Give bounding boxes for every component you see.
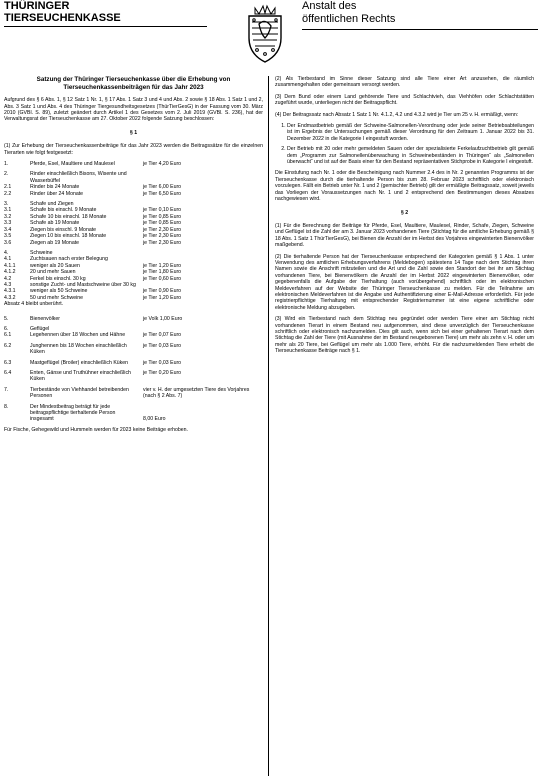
fee-row (4, 240, 263, 246)
item-number: 3.1 (4, 207, 12, 214)
animal-category: Enten, Gänse und Truthühner einschließlich Küken (30, 370, 131, 383)
item-number: 3.4 (4, 226, 12, 233)
fee-rate: je Tier 6,00 Euro (143, 184, 182, 191)
fee-rate: je Tier 0,85 Euro (143, 213, 182, 220)
item-number: 4.3.2 (4, 294, 16, 301)
fee-rate: vier v. H. der umgesetzten Tiere des Vorjahres (nach § 2 Abs. 7) (143, 386, 250, 400)
animal-category: Rinder einschließlich Bisons, Wisente und Wasserbüffel (30, 171, 127, 184)
item-number: 3.3 (4, 220, 12, 227)
fee-rate: je Tier 0,60 Euro (143, 275, 182, 282)
note-absatz-4: Absatz 4 bleibt unberührt. (4, 301, 64, 308)
fee-rate: je Tier 1,20 Euro (143, 294, 182, 301)
fee-rate: je Tier 6,50 Euro (143, 190, 182, 197)
fee-row (4, 370, 263, 383)
fee-rate: je Tier 0,03 Euro (143, 359, 182, 366)
item-number: 6.4 (4, 370, 12, 376)
animal-category: Schafe ab 19 Monate (30, 220, 80, 227)
fee-rate: je Tier 2,30 Euro (143, 226, 182, 233)
item-number: 6.3 (4, 359, 12, 366)
fee-rate: je Tier 0,10 Euro (143, 207, 182, 214)
fee-table (4, 161, 263, 301)
header-left (4, 0, 209, 27)
animal-category: weniger als 20 Sauen (30, 262, 80, 269)
animal-category: Bienenvölker (30, 315, 60, 322)
item-number: 1. (4, 161, 9, 168)
item-number: 2. (4, 171, 9, 178)
item-number: 4.1.1 (4, 262, 16, 269)
fee-row (4, 387, 263, 400)
item-number: 4.1 (4, 256, 12, 263)
item-number: 6. (4, 325, 9, 332)
list-item: 1. Der Endmastbetrieb gemäß der Schweine-Salmonellen-Verordnung oder jede seiner Betriebsabteilungen ist im Ergebnis der Untersuchungen gemäß dieser Verordnung für den Zeitraum 1. Januar 2022 bis 31. Dezember 2022 in die Kategorie I eingestuft worden. (287, 123, 534, 142)
item-number: 8. (4, 403, 9, 410)
section-2-heading: § 2 (400, 209, 409, 216)
animal-category: Junghennen bis 18 Wochen einschließlich Küken (30, 342, 127, 356)
item-number: 7. (4, 386, 9, 393)
animal-category: Mastgeflügel (Broiler) einschließlich Küken (30, 359, 129, 366)
fee-row (4, 191, 263, 197)
fee-rate: je Tier 4,20 Euro (143, 161, 182, 168)
item-number: 3.2 (4, 213, 12, 220)
section-1-paragraph-2: (2) Als Tierbestand im Sinne dieser Satzung sind alle Tiere einer Art anzusehen, die räumlich zusammengehalten oder gemeinsam versorgt werden. (275, 76, 534, 89)
exemption-note: Für Fische, Gehegewild und Hummeln werden für 2023 keine Beiträge erhoben. (4, 426, 188, 433)
fee-rate: je Tier 2,30 Euro (143, 239, 182, 246)
animal-category: Tierbestände von Viehhandel betreibenden Personen (30, 386, 129, 400)
preamble: Aufgrund des § 6 Abs. 1, § 12 Satz 1 Nr. 1, § 17 Abs. 1 Satz 3 und 4 und Abs. 2 sowie § 18 Abs. 1 Satz 1 und 2, Abs. 3 Satz 1 und Abs. 4 des Thüringer Tiergesundheitsgesetzes (ThürTierGesG) in der Fassung vom 30. März 2010 (GVBl. S. 89), zuletzt geändert durch Artikel 1 des Gesetzes vom 2. Juli 2019 (GVBl. S. 236), hat der Verwaltungsrat der Tierseuchenkasse am 27. Oktober 2022 folgende Satzung beschlossen: (4, 97, 263, 123)
fee-rate: je Tier 0,20 Euro (143, 370, 182, 376)
animal-category: sonstige Zucht- und Mastschweine über 30 kg (30, 281, 136, 288)
fee-row (4, 316, 263, 322)
item-number: 4.3.1 (4, 288, 16, 295)
section-1-heading: § 1 (129, 129, 138, 136)
section-1-paragraph-4: (4) Der Beitragssatz nach Absatz 1 Satz 1 Nr. 4.1.2, 4.2 und 4.3.2 wird je Tier um 25 v. H. ermäßigt, wenn: (275, 111, 519, 118)
item-number: 6.1 (4, 332, 12, 339)
animal-category: Schweine (30, 249, 53, 256)
fee-rate: je Tier 0,90 Euro (143, 288, 182, 295)
issuer-name-line1: THÜRINGER (4, 0, 70, 12)
item-number: 6.2 (4, 342, 12, 349)
legal-form-line2: öffentlichen Rechts (302, 13, 396, 25)
animal-category: Schafe 10 bis einschl. 18 Monate (30, 213, 107, 220)
fee-rate: je Tier 2,30 Euro (143, 233, 182, 240)
header-left-rule (4, 26, 207, 27)
animal-category: Legehennen über 18 Wochen und Hähne (30, 332, 126, 339)
animal-category: Rinder bis 24 Monate (30, 184, 80, 191)
left-column (4, 76, 263, 438)
animal-category: Ziegen 10 bis einschl. 18 Monate (30, 233, 107, 240)
animal-category: Rinder über 24 Monate (30, 190, 84, 197)
animal-category: Zuchtsauen nach erster Belegung (30, 256, 108, 263)
section-2-paragraph-2: (2) Die tierhaltende Person hat der Tierseuchenkasse entsprechend der Kategorien gemäß § 1 Abs. 1 unter Verwendung des amtlichen Erhebungsverfahrens (Meldebogen) spätestens 14 Tage nach dem Stichtag ihren Namen sowie die Anschrift mitzuteilen und die Art und die Zahl sowie den Standort der bei ihr am Stichtag vorhandenen Tiere, bei Bienenvölkern die Anzahl der im Herbst 2022 eingewinterten Bienenvölker, oder gegebenenfalls die Aufgabe der Tierhaltung (auch vorübergehend) schriftlich oder im elektronischen Meldeverfahren auf der Website der Thüringer Tierseuchenkasse zu melden. Für die Teilnahme am elektronischen Meldeverfahren ist die Angabe und Authentifizierung einer E-Mail-Adresse erforderlich. Für jede registrierpflichtige Tierhaltung mit entsprechender Registriernummer ist eine eigene schriftliche oder elektronische Meldung abzugeben. (275, 253, 534, 311)
fee-rate (143, 171, 263, 184)
item-number: 3.6 (4, 239, 12, 246)
item-number: 2.1 (4, 184, 12, 191)
item-number: 3. (4, 201, 9, 208)
animal-category: Schafe bis einschl. 9 Monate (30, 207, 97, 214)
fee-rate: je Tier 0,03 Euro (143, 342, 182, 349)
animal-category: Der Mindestbeitrag beträgt für jede beitragspflichtige tierhaltende Person insgesamt (30, 403, 116, 423)
animal-category: Schafe und Ziegen (30, 201, 74, 208)
item-number: 4.3 (4, 281, 12, 288)
item-number: 4.1.2 (4, 269, 16, 276)
animal-category: Ziegen bis einschl. 9 Monate (30, 226, 97, 233)
item-number: 4. (4, 249, 9, 256)
header-right (302, 0, 538, 30)
animal-category: weniger als 50 Schweine (30, 288, 88, 295)
fee-rate: je Tier 0,07 Euro (143, 332, 182, 339)
legal-form-line1: Anstalt des (302, 0, 357, 12)
animal-category: 50 und mehr Schweine (30, 294, 84, 301)
fee-rate: je Tier 1,20 Euro (143, 262, 182, 269)
issuer-name-line2: TIERSEUCHENKASSE (4, 12, 121, 24)
reduction-conditions-list (275, 123, 534, 165)
right-column (275, 76, 534, 360)
animal-category: Pferde, Esel, Maultiere und Maulesel (30, 161, 115, 168)
list-item: 2. Der Betrieb mit 20 oder mehr gemeldeten Sauen oder der spezialisierte Ferkelaufzuchtbetrieb gilt gemäß dem „Programm zur Salmonellenüberwachung in Schweinebeständen in Thüringen“ als „Salmonellen überwacht“ und ist auf der Basis einer für den Bestand repräsentativen Stichprobe in Kategorie I eingestuft. (287, 146, 534, 165)
coat-of-arms-icon (235, 0, 295, 64)
fee-rate: je Tier 0,85 Euro (143, 220, 182, 227)
fee-row (4, 404, 263, 423)
fee-row (4, 161, 263, 167)
fee-rate: je Volk 1,00 Euro (143, 315, 183, 322)
section-1-paragraph-1: (1) Zur Erhebung der Tierseuchenkassenbeiträge für das Jahr 2023 werden die Beitragssätze für die einzelnen Tierarten wie folgt festgesetzt: (4, 143, 263, 156)
item-number: 3.5 (4, 233, 12, 240)
column-divider (268, 76, 269, 776)
section-1-paragraph-3: (3) Dem Bund oder einem Land gehörende Tiere und Schlachtvieh, das Viehhöfen oder Schlachtstätten zugeführt wurde, unterliegen nicht der Beitragspflicht. (275, 93, 534, 107)
item-number: 2.2 (4, 190, 12, 197)
fee-rate: 8,00 Euro (143, 416, 166, 423)
animal-category: 20 und mehr Sauen (30, 269, 76, 276)
section-2-paragraph-3: (3) Wird ein Tierbestand nach dem Stichtag neu gegründet oder werden Tiere einer am Stichtag nicht vorhandenen Tierart in einem Bestand neu aufgenommen, sind diese unverzüglich der Tierseuchenkasse schriftlich oder elektronisch nachzumelden. Dies gilt auch, wenn sich bei einer gehaltenen Tierart nach dem Stichtag die Zahl der Tiere (mit Ausnahme der im Bestand neugeborenen Tiere) um mehr als zehn v. H. oder um mehr als 20 Tiere, bei Geflügel um mehr als 1.000 Tiere, erhöht. Für die nachzumeldenden Tiere erhebt die Tierseuchenkasse Beiträge nach § 1. (275, 316, 534, 355)
fee-row (4, 332, 263, 338)
fee-row (4, 343, 263, 356)
fee-table-continued (4, 312, 263, 423)
animal-category: Ziegen ab 19 Monate (30, 239, 80, 246)
section-1-paragraph-5: Die Einstufung nach Nr. 1 oder die Bescheinigung nach Nummer 2.4 des in Nr. 2 genannten Programms ist der Tierseuchenkasse durch die tierhaltende Person bis zum 28. Februar 2023 schriftlich oder elektronisch vorzulegen. Fällt ein Betrieb unter Nr. 1 und 2 (gemischter Betrieb) gilt der ermäßigte Beitragssatz, soweit jeweils das Vorliegen der Voraussetzungen nach Nr. 1 und 2 entsprechend den Bestimmungen dieses Absatzes nachgewiesen wird. (275, 170, 534, 203)
document-title: Satzung der Thüringer Tierseuchenkasse über die Erhebung von Tierseuchenkassenbeiträgen für das Jahr 2023 (36, 76, 231, 91)
animal-category: Geflügel (30, 325, 50, 332)
fee-row (4, 360, 263, 366)
header-right-rule (302, 29, 538, 30)
item-number: 5. (4, 315, 9, 322)
fee-row (4, 171, 263, 184)
section-2-paragraph-1: (1) Für die Berechnung der Beiträge für Pferde, Esel, Maultiere, Maulesel, Rinder, Schafe, Ziegen, Schweine und Geflügel ist die Zahl der am 3. Januar 2023 vorhandenen Tiere (Stichtag für die amtliche Erhebung gemäß § 18 Abs. 1 Satz 1 ThürTierGesG), bei Bienen die Anzahl der im Herbst des Vorjahres eingewinterten Bienenvölker maßgebend. (275, 222, 534, 249)
fee-rate: je Tier 1,80 Euro (143, 269, 182, 276)
animal-category: Ferkel bis einschl. 30 kg (30, 275, 86, 282)
item-number: 4.2 (4, 275, 12, 282)
